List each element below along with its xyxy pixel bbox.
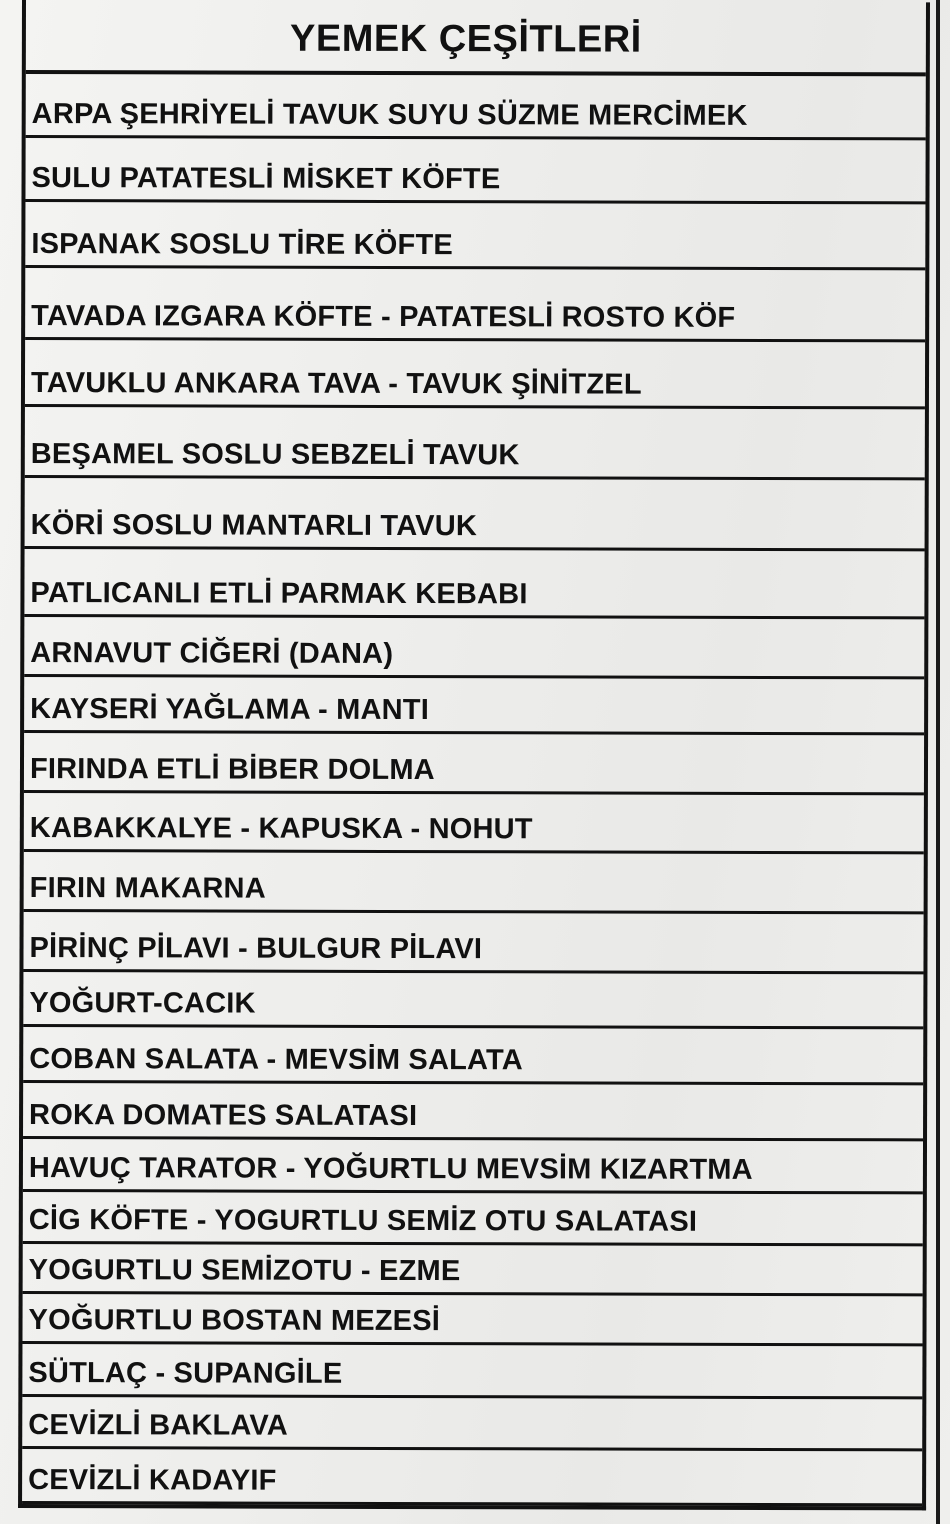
table-header — [26, 0, 926, 76]
menu-row — [24, 617, 924, 679]
menu-item-label: FIRIN MAKARNA — [29, 872, 266, 905]
menu-item-label: TAVUKLU ANKARA TAVA - TAVUK ŞİNİTZEL — [30, 367, 642, 401]
menu-row — [24, 852, 924, 914]
menu-item-label: FIRINDA ETLİ BİBER DOLMA — [29, 753, 435, 787]
table-title: YEMEK ÇEŞİTLERİ — [290, 17, 642, 61]
menu-row — [25, 202, 925, 270]
menu-item-label: BEŞAMEL SOSLU SEBZELİ TAVUK — [30, 438, 520, 472]
adjacent-column-border — [936, 0, 940, 1524]
menu-row — [25, 138, 925, 204]
menu-row — [26, 74, 926, 140]
menu-item-label: CEVİZLİ BAKLAVA — [28, 1409, 289, 1442]
menu-item-label: HAVUÇ TARATOR - YOĞURTLU MEVSİM KIZARTMA — [28, 1152, 753, 1186]
menu-item-label: ISPANAK SOSLU TİRE KÖFTE — [31, 228, 453, 262]
menu-table — [18, 0, 930, 1510]
menu-item-label: COBAN SALATA - MEVSİM SALATA — [29, 1043, 524, 1077]
menu-item-label: CEVİZLİ KADAYIF — [28, 1464, 277, 1497]
menu-item-label: CİG KÖFTE - YOGURTLU SEMİZ OTU SALATASI — [28, 1204, 698, 1238]
menu-row — [24, 733, 924, 795]
menu-item-label: KABAKKALYE - KAPUSKA - NOHUT — [29, 812, 533, 846]
menu-row — [22, 1294, 922, 1346]
menu-item-label: PATLICANLI ETLİ PARMAK KEBABI — [30, 577, 528, 611]
menu-row — [22, 1344, 922, 1399]
menu-item-label: KAYSERİ YAĞLAMA - MANTI — [30, 693, 430, 727]
menu-row — [25, 340, 925, 409]
menu-row — [23, 912, 923, 974]
menu-row — [23, 1027, 923, 1085]
menu-row — [23, 1139, 923, 1194]
menu-row — [25, 478, 925, 551]
menu-item-label: TAVADA IZGARA KÖFTE - PATATESLİ ROSTO KÖF — [31, 300, 736, 334]
menu-item-label: ROKA DOMATES SALATASI — [29, 1099, 418, 1133]
menu-row — [23, 1083, 923, 1141]
menu-item-label: ARNAVUT CİĞERİ (DANA) — [30, 637, 394, 670]
menu-row — [25, 268, 925, 342]
menu-row — [23, 1244, 923, 1296]
menu-row — [24, 549, 924, 619]
menu-row — [24, 677, 924, 735]
menu-item-label: YOĞURT-CACIK — [29, 987, 256, 1020]
menu-item-label: ARPA ŞEHRİYELİ TAVUK SUYU SÜZME MERCİMEK — [31, 98, 748, 132]
menu-item-label: YOGURTLU SEMİZOTU - EZME — [28, 1254, 461, 1288]
menu-row — [24, 793, 924, 854]
menu-item-label: YOĞURTLU BOSTAN MEZESİ — [28, 1304, 441, 1338]
menu-row — [22, 1449, 922, 1506]
menu-row — [25, 407, 925, 480]
menu-row — [23, 972, 923, 1029]
menu-item-label: KÖRİ SOSLU MANTARLI TAVUK — [30, 509, 478, 543]
menu-item-label: SULU PATATESLİ MİSKET KÖFTE — [31, 162, 501, 196]
menu-row — [23, 1192, 923, 1246]
menu-row — [22, 1397, 922, 1451]
menu-item-label: PİRİNÇ PİLAVI - BULGUR PİLAVI — [29, 932, 483, 966]
menu-item-label: SÜTLAÇ - SUPANGİLE — [28, 1357, 343, 1390]
